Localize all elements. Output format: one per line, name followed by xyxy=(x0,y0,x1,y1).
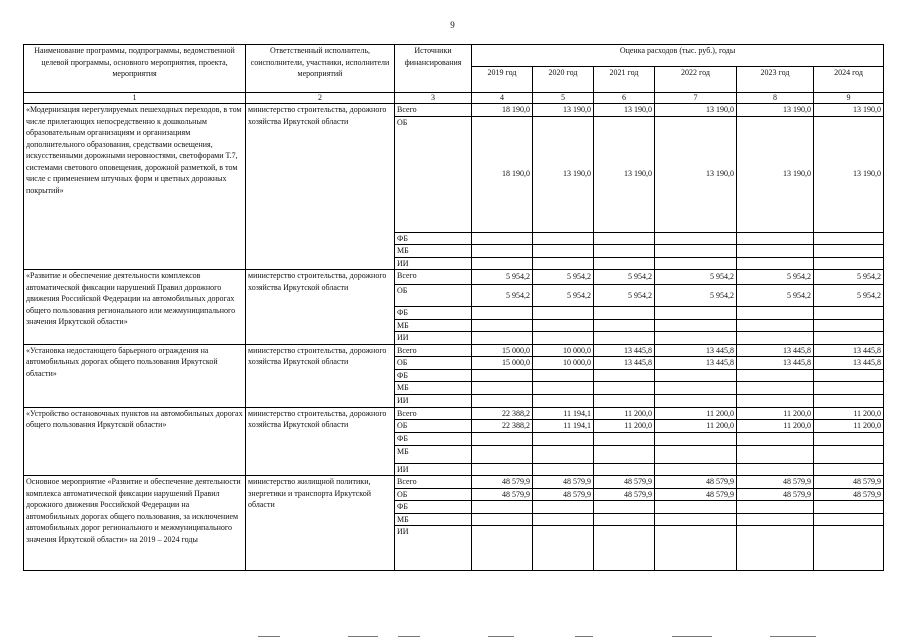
funding-source: ИИ xyxy=(395,526,472,571)
amount-cell xyxy=(655,382,737,395)
funding-source: ИИ xyxy=(395,257,472,270)
amount-cell: 48 579,9 xyxy=(737,476,814,489)
amount-cell xyxy=(655,445,737,463)
amount-cell xyxy=(814,245,884,258)
amount-cell: 22 388,2 xyxy=(472,407,533,420)
amount-cell: 5 954,2 xyxy=(737,270,814,285)
amount-cell xyxy=(737,382,814,395)
amount-cell: 5 954,2 xyxy=(814,270,884,285)
amount-cell: 48 579,9 xyxy=(472,476,533,489)
amount-cell: 15 000,0 xyxy=(472,344,533,357)
amount-cell xyxy=(533,245,594,258)
amount-cell: 10 000,0 xyxy=(533,357,594,370)
header-estimate: Оценка расходов (тыс. руб.), годы xyxy=(472,45,884,67)
amount-cell: 13 445,8 xyxy=(594,357,655,370)
amount-cell: 13 190,0 xyxy=(655,116,737,232)
amount-cell: 48 579,9 xyxy=(814,476,884,489)
funding-source: Всего xyxy=(395,476,472,489)
amount-cell xyxy=(594,369,655,382)
amount-cell: 13 445,8 xyxy=(594,344,655,357)
amount-cell xyxy=(737,245,814,258)
amount-cell xyxy=(655,432,737,445)
amount-cell xyxy=(472,394,533,407)
amount-cell xyxy=(737,307,814,320)
program-group xyxy=(24,476,884,571)
column-number: 7 xyxy=(655,93,737,104)
amount-cell xyxy=(533,232,594,245)
amount-cell xyxy=(472,257,533,270)
amount-cell xyxy=(814,463,884,476)
amount-cell xyxy=(533,319,594,332)
funding-source: ОБ xyxy=(395,357,472,370)
program-group xyxy=(24,344,884,407)
amount-cell: 48 579,9 xyxy=(533,488,594,501)
page-number: 9 xyxy=(450,20,455,30)
amount-cell xyxy=(655,245,737,258)
amount-cell: 5 954,2 xyxy=(472,285,533,307)
funding-source: Всего xyxy=(395,407,472,420)
amount-cell xyxy=(655,257,737,270)
amount-cell xyxy=(472,432,533,445)
amount-cell xyxy=(533,382,594,395)
amount-cell xyxy=(594,307,655,320)
program-group xyxy=(24,270,884,345)
amount-cell: 15 000,0 xyxy=(472,357,533,370)
scan-line xyxy=(488,636,514,637)
amount-cell xyxy=(737,257,814,270)
amount-cell: 13 445,8 xyxy=(737,344,814,357)
amount-cell xyxy=(814,369,884,382)
program-name: «Развитие и обеспечение деятельности комплексов автоматической фиксации нарушений Правил дорожного движения Российской Федерации на автомобильных дорогах общего пользования регионального или межмуниципального значения Иркутской области» xyxy=(24,270,246,345)
scan-line xyxy=(258,636,280,637)
amount-cell: 10 000,0 xyxy=(533,344,594,357)
amount-cell: 13 190,0 xyxy=(737,116,814,232)
amount-cell xyxy=(533,307,594,320)
amount-cell xyxy=(655,332,737,345)
header-year: 2023 год xyxy=(737,67,814,93)
amount-cell xyxy=(737,369,814,382)
amount-cell xyxy=(814,332,884,345)
amount-cell xyxy=(814,501,884,514)
amount-cell: 11 200,0 xyxy=(594,420,655,433)
amount-cell xyxy=(814,307,884,320)
program-name: «Модернизация нерегулируемых пешеходных переходов, в том числе прилегающих непосредственно к дошкольным образовательным организациям и организациям дополнительного образования, средствами освещения, искусственными дорожными неровностями, светофорами Т.7, системами светового оповещения, дорожной разметкой, в том числе с применением штучных форм и цветных дорожных покрытий» xyxy=(24,104,246,270)
header-sources: Источники финансирования xyxy=(395,45,472,93)
funding-source: ИИ xyxy=(395,394,472,407)
amount-cell: 13 445,8 xyxy=(737,357,814,370)
amount-cell xyxy=(533,513,594,526)
amount-cell xyxy=(814,257,884,270)
amount-cell xyxy=(472,332,533,345)
budget-table xyxy=(23,44,884,571)
program-name: «Установка недостающего барьерного ограждения на автомобильных дорогах общего пользования Иркутской области» xyxy=(24,344,246,407)
amount-cell xyxy=(655,526,737,571)
amount-cell xyxy=(472,369,533,382)
amount-cell: 48 579,9 xyxy=(533,476,594,489)
column-number: 4 xyxy=(472,93,533,104)
funding-source: ФБ xyxy=(395,232,472,245)
amount-cell xyxy=(472,307,533,320)
funding-source: ОБ xyxy=(395,420,472,433)
funding-source: ФБ xyxy=(395,501,472,514)
amount-cell xyxy=(655,513,737,526)
header-name: Наименование программы, подпрограммы, ведомственной целевой программы, основного мероприятия, проекта, мероприятия xyxy=(24,45,246,93)
amount-cell xyxy=(594,232,655,245)
amount-cell: 11 200,0 xyxy=(655,407,737,420)
amount-cell: 11 200,0 xyxy=(814,420,884,433)
funding-source: ФБ xyxy=(395,369,472,382)
funding-source: ОБ xyxy=(395,285,472,307)
amount-cell xyxy=(594,257,655,270)
amount-cell xyxy=(814,382,884,395)
amount-cell xyxy=(472,445,533,463)
column-number: 6 xyxy=(594,93,655,104)
funding-source: Всего xyxy=(395,104,472,117)
program-group xyxy=(24,104,884,270)
amount-cell xyxy=(814,394,884,407)
amount-cell xyxy=(814,513,884,526)
scan-artifacts xyxy=(0,628,905,640)
amount-cell xyxy=(533,257,594,270)
column-number: 1 xyxy=(24,93,246,104)
scan-line xyxy=(672,636,712,637)
program-name: Основное мероприятие «Развитие и обеспечение деятельности комплекса автоматической фиксации нарушений Правил дорожного движения Российской Федерации на автомобильных дорогах общего пользования, за исключением автомобильных дорог регионального и межмуниципального значения Иркутской области» на 2019 – 2024 годы xyxy=(24,476,246,571)
amount-cell: 48 579,9 xyxy=(655,488,737,501)
funding-source: ФБ xyxy=(395,432,472,445)
amount-cell: 13 190,0 xyxy=(737,104,814,117)
amount-cell: 48 579,9 xyxy=(814,488,884,501)
funding-source: ОБ xyxy=(395,488,472,501)
amount-cell: 48 579,9 xyxy=(594,488,655,501)
scan-line xyxy=(770,636,816,637)
responsible-executor: министерство строительства, дорожного хозяйства Иркутской области xyxy=(246,104,395,270)
amount-cell xyxy=(737,526,814,571)
amount-cell xyxy=(533,445,594,463)
amount-cell: 5 954,2 xyxy=(594,270,655,285)
funding-source: МБ xyxy=(395,382,472,395)
funding-source: Всего xyxy=(395,270,472,285)
scan-line xyxy=(575,636,593,637)
responsible-executor: министерство строительства, дорожного хозяйства Иркутской области xyxy=(246,407,395,476)
funding-source: ИИ xyxy=(395,332,472,345)
amount-cell xyxy=(655,307,737,320)
responsible-executor: министерство жилищной политики, энергетики и транспорта Иркутской области xyxy=(246,476,395,571)
amount-cell: 5 954,2 xyxy=(472,270,533,285)
amount-cell: 13 190,0 xyxy=(814,104,884,117)
amount-cell: 22 388,2 xyxy=(472,420,533,433)
amount-cell: 5 954,2 xyxy=(533,285,594,307)
amount-cell: 48 579,9 xyxy=(655,476,737,489)
header-responsible: Ответственный исполнитель, соисполнители, участники, исполнители мероприятий xyxy=(246,45,395,93)
amount-cell: 13 190,0 xyxy=(814,116,884,232)
funding-source: МБ xyxy=(395,445,472,463)
funding-source: МБ xyxy=(395,513,472,526)
amount-cell xyxy=(655,232,737,245)
amount-cell: 13 190,0 xyxy=(533,116,594,232)
amount-cell: 13 190,0 xyxy=(594,116,655,232)
amount-cell xyxy=(814,319,884,332)
amount-cell: 13 445,8 xyxy=(655,344,737,357)
header-year: 2024 год xyxy=(814,67,884,93)
amount-cell xyxy=(472,501,533,514)
scan-line xyxy=(348,636,378,637)
amount-cell xyxy=(655,394,737,407)
amount-cell xyxy=(594,526,655,571)
amount-cell xyxy=(594,245,655,258)
amount-cell xyxy=(737,232,814,245)
amount-cell: 5 954,2 xyxy=(533,270,594,285)
amount-cell xyxy=(814,526,884,571)
amount-cell xyxy=(533,394,594,407)
amount-cell xyxy=(737,332,814,345)
header-year: 2020 год xyxy=(533,67,594,93)
amount-cell: 5 954,2 xyxy=(655,285,737,307)
column-number: 8 xyxy=(737,93,814,104)
responsible-executor: министерство строительства, дорожного хозяйства Иркутской области xyxy=(246,344,395,407)
amount-cell xyxy=(533,526,594,571)
amount-cell xyxy=(655,369,737,382)
amount-cell xyxy=(533,432,594,445)
amount-cell: 13 190,0 xyxy=(533,104,594,117)
amount-cell xyxy=(737,445,814,463)
amount-cell: 11 200,0 xyxy=(655,420,737,433)
amount-cell: 48 579,9 xyxy=(737,488,814,501)
amount-cell: 13 190,0 xyxy=(655,104,737,117)
amount-cell xyxy=(533,369,594,382)
amount-cell xyxy=(472,526,533,571)
program-name: «Устройство остановочных пунктов на автомобильных дорогах общего пользования Иркутской области» xyxy=(24,407,246,476)
funding-source: МБ xyxy=(395,245,472,258)
funding-source: Всего xyxy=(395,344,472,357)
amount-cell: 11 200,0 xyxy=(737,420,814,433)
program-group xyxy=(24,407,884,476)
amount-cell xyxy=(737,394,814,407)
amount-cell xyxy=(655,501,737,514)
column-number: 9 xyxy=(814,93,884,104)
amount-cell xyxy=(472,319,533,332)
column-number: 2 xyxy=(246,93,395,104)
amount-cell xyxy=(737,463,814,476)
amount-cell: 11 194,1 xyxy=(533,407,594,420)
amount-cell xyxy=(594,332,655,345)
amount-cell: 18 190,0 xyxy=(472,116,533,232)
amount-cell xyxy=(594,319,655,332)
amount-cell xyxy=(655,463,737,476)
amount-cell: 13 445,8 xyxy=(814,357,884,370)
column-number: 3 xyxy=(395,93,472,104)
amount-cell: 11 194,1 xyxy=(533,420,594,433)
column-number: 5 xyxy=(533,93,594,104)
amount-cell: 5 954,2 xyxy=(814,285,884,307)
amount-cell xyxy=(533,332,594,345)
amount-cell xyxy=(594,463,655,476)
funding-source: ОБ xyxy=(395,116,472,232)
amount-cell: 11 200,0 xyxy=(594,407,655,420)
amount-cell: 13 190,0 xyxy=(594,104,655,117)
amount-cell xyxy=(594,445,655,463)
amount-cell xyxy=(472,382,533,395)
amount-cell xyxy=(472,513,533,526)
amount-cell: 48 579,9 xyxy=(594,476,655,489)
funding-source: МБ xyxy=(395,319,472,332)
amount-cell xyxy=(594,432,655,445)
amount-cell xyxy=(594,394,655,407)
amount-cell xyxy=(737,432,814,445)
amount-cell xyxy=(814,432,884,445)
amount-cell xyxy=(655,319,737,332)
header-year: 2021 год xyxy=(594,67,655,93)
amount-cell: 5 954,2 xyxy=(594,285,655,307)
header-year: 2019 год xyxy=(472,67,533,93)
amount-cell xyxy=(594,382,655,395)
amount-cell xyxy=(737,501,814,514)
amount-cell xyxy=(814,445,884,463)
amount-cell: 5 954,2 xyxy=(737,285,814,307)
amount-cell xyxy=(533,501,594,514)
amount-cell xyxy=(594,513,655,526)
amount-cell xyxy=(814,232,884,245)
funding-source: ИИ xyxy=(395,463,472,476)
amount-cell: 18 190,0 xyxy=(472,104,533,117)
amount-cell: 11 200,0 xyxy=(737,407,814,420)
amount-cell: 11 200,0 xyxy=(814,407,884,420)
amount-cell xyxy=(472,245,533,258)
header-year: 2022 год xyxy=(655,67,737,93)
amount-cell: 13 445,8 xyxy=(655,357,737,370)
amount-cell: 13 445,8 xyxy=(814,344,884,357)
responsible-executor: министерство строительства, дорожного хозяйства Иркутской области xyxy=(246,270,395,345)
amount-cell: 48 579,9 xyxy=(472,488,533,501)
amount-cell: 5 954,2 xyxy=(655,270,737,285)
amount-cell xyxy=(737,513,814,526)
amount-cell xyxy=(737,319,814,332)
funding-source: ФБ xyxy=(395,307,472,320)
amount-cell xyxy=(472,232,533,245)
scan-line xyxy=(398,636,420,637)
amount-cell xyxy=(472,463,533,476)
amount-cell xyxy=(533,463,594,476)
amount-cell xyxy=(594,501,655,514)
